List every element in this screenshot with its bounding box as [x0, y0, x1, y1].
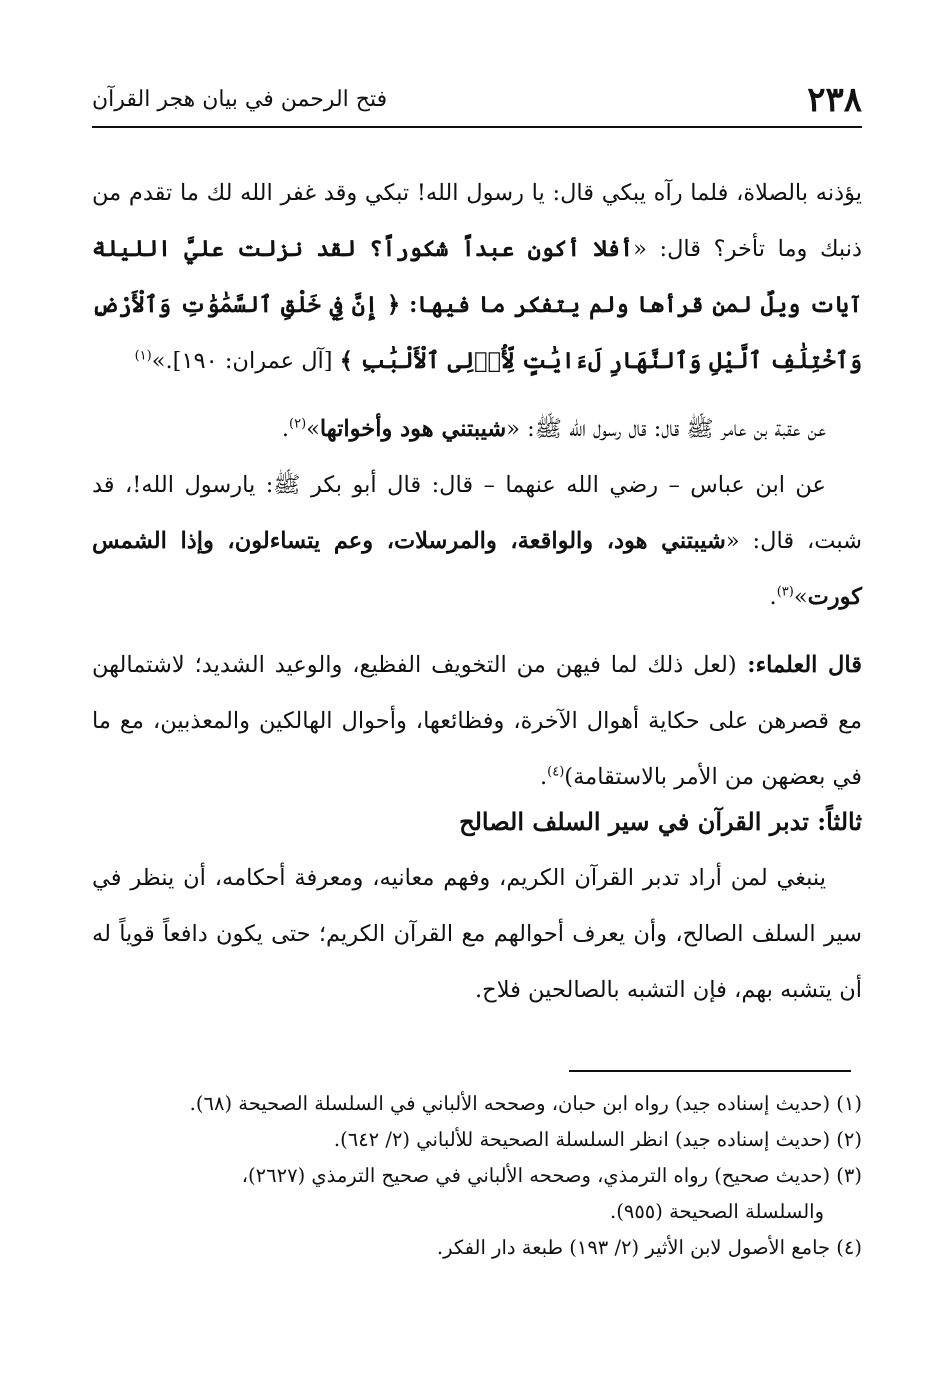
paragraph-hadith-3	[92, 457, 862, 625]
scholars-label: قال العلماء:	[736, 652, 862, 678]
footnote-1	[92, 1086, 862, 1122]
scholars-text: (لعل ذلك لما فيهن من التخويف الفظيع، والوعيد الشديد؛ لاشتمالهن مع قصرهن على حكاية أهوال الآخرة، وفظائعها، وأحوال الهالكين والمعذبين، مع ما في بعضهن من الأمر بالاستقامة)	[92, 652, 862, 790]
footnote-ref-2: (٢)	[289, 416, 307, 432]
hadith-1-bold: أفلا أكون عبداً شكوراً؟ لقد نزلت عليَّ الليلة آيات ويلٌ لمن قرأها ولم يتفكر ما فيها:	[92, 236, 862, 318]
period: .	[540, 764, 548, 790]
footnote-text: (حديث إسناده جيد) رواه ابن حبان، وصححه الألباني في السلسلة الصحيحة (٦٨).	[189, 1092, 831, 1115]
hadith-3-text: عن ابن عباس – رضي الله عنهما – قال: قال أبو بكر ﷺ: يارسول الله!، قد شبت، قال: «	[92, 472, 863, 554]
footnote-ref-3: (٣)	[776, 584, 794, 600]
section-text	[92, 850, 862, 1018]
period: .	[769, 584, 777, 610]
paragraph-scholars	[92, 637, 862, 805]
footnote-text: (حديث إسناده جيد) انظر السلسلة الصحيحة للألباني (٢/ ٦٤٢).	[333, 1128, 831, 1151]
footnote-2	[92, 1122, 862, 1158]
page-header	[92, 78, 862, 122]
page-number: ٢٣٨	[807, 80, 862, 120]
hadith-2-text: عن عقبة بن عامر ﷺ قال: قال رسول الله ﷺ: «	[506, 416, 826, 442]
footnote-text: جامع الأصول لابن الأثير (٢/ ١٩٣) طبعة دار الفكر.	[436, 1236, 831, 1259]
hadith-3-bold: شيبتني هود، والواقعة، والمرسلات، وعم يتساءلون، وإذا الشمس كورت	[92, 528, 862, 610]
footnote-number: (٣)	[836, 1164, 862, 1187]
quote-close: »	[306, 416, 320, 442]
header-rule	[92, 126, 862, 128]
spacer	[92, 625, 862, 637]
paragraph-salaf: ينبغي لمن أراد تدبر القرآن الكريم، وفهم معانيه، ومعرفة أحكامه، أن ينظر في سير السلف الصالح، وأن يعرف أحوالهم مع القرآن الكريم؛ حتى يكون دافعاً قوياً له أن يتشبه بهم، فإن التشبه بالصالحين فلاح.	[92, 865, 862, 1003]
section-heading: ثالثاً: تدبر القرآن في سير السلف الصالح	[459, 807, 862, 836]
hadith-2-bold: شيبتني هود وأخواتها	[319, 416, 507, 442]
main-text	[92, 165, 862, 805]
quran-verse: ﴿ إِنَّ فِي خَلْقِ ٱلسَّمَٰوَٰتِ وَٱلْأَرْضِ وَٱخْتِلَٰفِ ٱلَّيْلِ وَٱلنَّهَارِ لَءَايَٰتٍ لِّأُو۟لِى ٱلْأَلْبَٰبِ ﴾	[92, 292, 862, 374]
footnote-continuation: والسلسلة الصحيحة (٩٥٥).	[610, 1200, 824, 1223]
footnote-4	[92, 1230, 862, 1266]
footnote-3	[92, 1158, 862, 1230]
quote-close: »	[793, 584, 808, 610]
spacer	[92, 389, 862, 401]
period: .	[281, 416, 289, 442]
paragraph-hadith-1	[92, 165, 862, 389]
footnote-number: (٢)	[836, 1128, 862, 1151]
footnotes	[92, 1086, 862, 1266]
footnote-ref-4: (٤)	[547, 764, 565, 780]
running-title: فتح الرحمن في بيان هجر القرآن	[92, 87, 388, 112]
footnote-ref-1: (١)	[134, 348, 152, 364]
paragraph-hadith-2	[92, 401, 862, 457]
hadith-1-text: يؤذنه بالصلاة، فلما رآه يبكي قال: يا رسول الله! تبكي وقد غفر الله لك ما تقدم من ذنبك وما تأخر؟ قال: «	[92, 180, 862, 262]
verse-citation: [آل عمران: ١٩٠].	[165, 348, 333, 374]
footnote-rule	[569, 1070, 851, 1072]
footnote-number: (١)	[836, 1092, 862, 1115]
footnote-text: (حديث صحيح) رواه الترمذي، وصححه الألباني في صحيح الترمذي (٢٦٢٧)،	[241, 1164, 831, 1187]
footnote-number: (٤)	[836, 1236, 862, 1259]
quote-close: »	[151, 348, 166, 374]
